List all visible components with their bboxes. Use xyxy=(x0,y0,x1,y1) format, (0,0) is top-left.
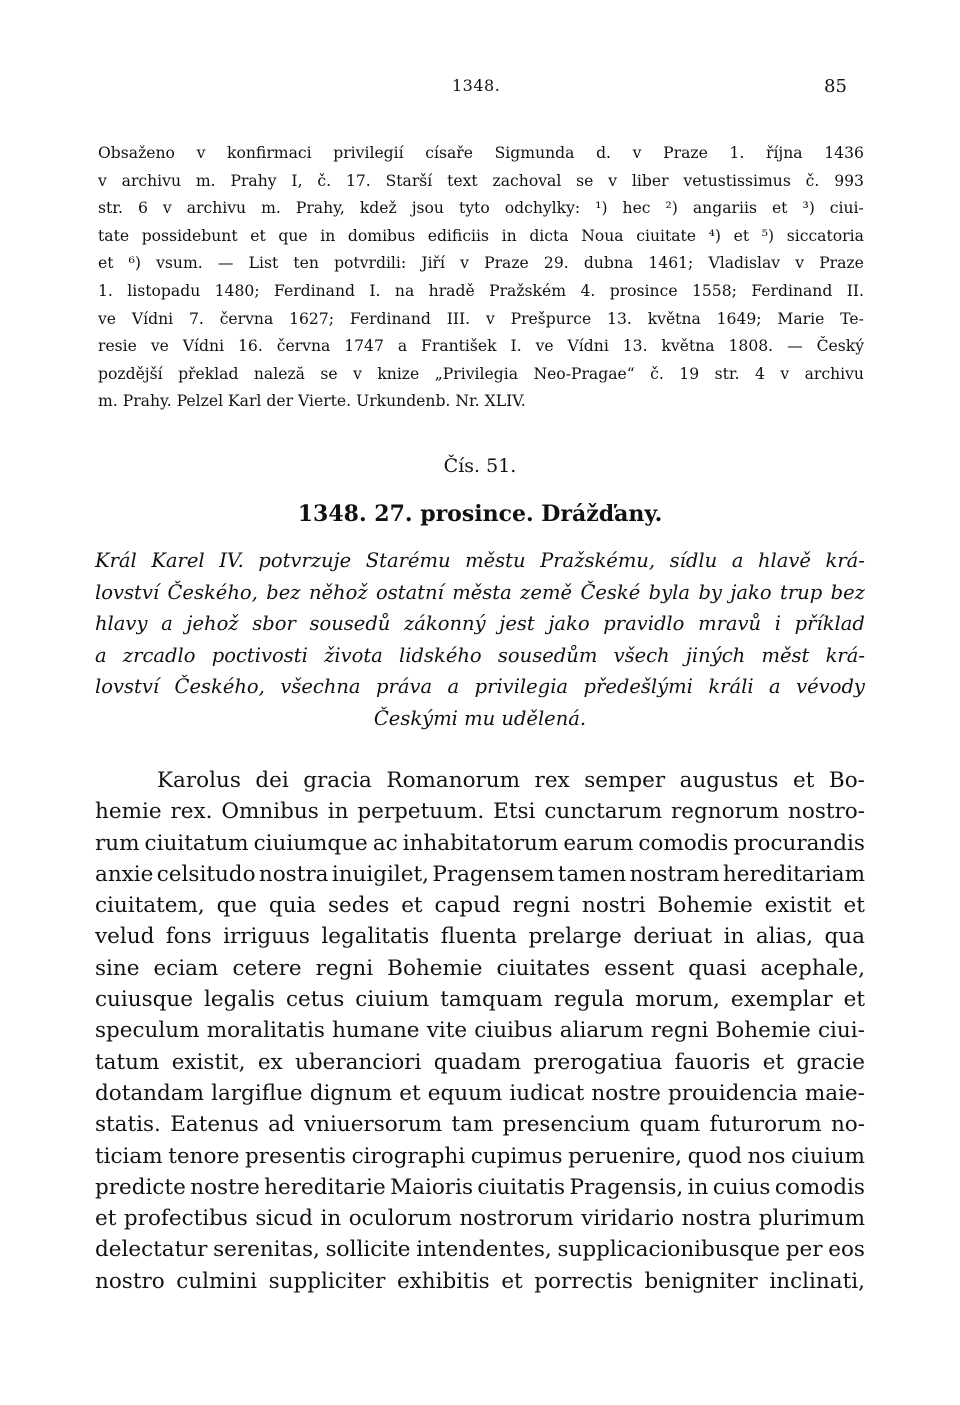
note-line: 1. listopadu 1480; Ferdinand I. na hradě Pražském 4. prosince 1558; Ferdinand II. xyxy=(98,281,864,300)
regest-line: lovství Českého, všechna práva a privilegia předešlými králi a vévody xyxy=(95,675,865,699)
regest-line: Král Karel IV. potvrzuje Starému městu Pražskému, sídlu a hlavě krá- xyxy=(95,549,865,572)
charter-line: Karolus dei gracia Romanorum rex semper augustus et Bo- xyxy=(157,768,865,793)
note-line: Obsaženo v konfirmaci privilegií císaře Sigmunda d. v Praze 1. října 1436 xyxy=(98,144,864,162)
charter-line: nostro culmini suppliciter exhibitis et porrectis benigniter inclinati, xyxy=(95,1268,865,1294)
regest-line: a zrcadlo poctivosti života lidského sousedům všech jiných měst krá- xyxy=(95,643,865,667)
document-date-place: 1348. 27. prosince. Drážďany. xyxy=(297,501,663,527)
regest-line: hlavy a jehož sbor sousedů zákonný jest jako pravidlo mravů i příklad xyxy=(95,612,865,636)
charter-line: delectatur serenitas, sollicite intendentes, supplicacionibusque per eos xyxy=(95,1237,865,1263)
charter-line: velud fons irriguus legalitatis fluenta prelarge deriuat in alias, qua xyxy=(95,924,865,950)
running-header-year: 1348. xyxy=(452,76,501,95)
charter-line: predicte nostre hereditarie Maioris ciuitatis Pragensis, in cuius comodis xyxy=(95,1174,865,1200)
charter-line: tatum existit, ex uberanciori quadam prerogatiua fauoris et gracie xyxy=(95,1049,865,1075)
note-line: str. 6 v archivu m. Prahy, kdež jsou tyto odchylky: ¹) hec ²) angariis et ³) ciui- xyxy=(98,199,864,218)
charter-line: cuiusque legalis cetus ciuium tamquam regula morum, exemplar et xyxy=(95,987,865,1013)
note-line: ve Vídni 7. června 1627; Ferdinand III. v Prešpurce 13. května 1649; Marie Te- xyxy=(98,309,864,328)
charter-line: speculum moralitatis humane vite ciuibus aliarum regni Bohemie ciui- xyxy=(95,1018,865,1044)
charter-line: et profectibus sicud in oculorum nostrorum viridario nostra plurimum xyxy=(95,1206,865,1232)
charter-line: statis. Eatenus ad vniuersorum tam presencium quam futurorum no- xyxy=(95,1112,865,1138)
charter-line: sine eciam cetere regni Bohemie ciuitates essent quasi acephale, xyxy=(95,955,865,981)
regest-line: Českými mu udělená. xyxy=(373,706,587,730)
note-line: et ⁶) vsum. — List ten potvrdili: Jiří v Praze 29. dubna 1461; Vladislav v Praze xyxy=(98,254,864,273)
page-number: 85 xyxy=(824,76,847,97)
document-number: Čís. 51. xyxy=(443,455,517,477)
latin-charter-text xyxy=(95,765,865,1297)
regest-line: lovství Českého, bez něhož ostatní města země České byla by jako trup bez xyxy=(95,580,865,604)
note-line: tate possidebunt et que in domibus edificiis in dicta Noua ciuitate ⁴) et ⁵) siccatoria xyxy=(98,226,864,245)
source-notes xyxy=(98,140,864,416)
regest-summary xyxy=(95,545,865,735)
charter-line: dotandam largiflue dignum et equum iudicat nostre prouidencia maie- xyxy=(95,1080,865,1106)
charter-line: hemie rex. Omnibus in perpetuum. Etsi cunctarum regnorum nostro- xyxy=(95,799,865,825)
charter-line: anxie celsitudo nostra inuigilet, Pragensem tamen nostram hereditariam xyxy=(95,861,865,887)
note-line: pozdější překlad naleză se v knize „Privilegia Neo-Pragae“ č. 19 str. 4 v archivu xyxy=(98,364,864,383)
charter-line: ticiam tenore presentis cirographi cupimus peruenire, quod nos ciuium xyxy=(95,1143,865,1169)
note-line: v archivu m. Prahy I, č. 17. Starší text zachoval se v liber vetustissimus č. 993 xyxy=(98,171,864,190)
note-line: resie ve Vídni 16. června 1747 a František I. ve Vídni 13. května 1808. — Český xyxy=(98,337,864,356)
charter-line: rum ciuitatum ciuiumque ac inhabitatorum earum comodis procurandis xyxy=(95,830,865,856)
charter-line: ciuitatem, que quia sedes et capud regni nostri Bohemie existit et xyxy=(95,893,865,919)
note-line: m. Prahy. Pelzel Karl der Vierte. Urkundenb. Nr. XLIV. xyxy=(98,392,526,411)
